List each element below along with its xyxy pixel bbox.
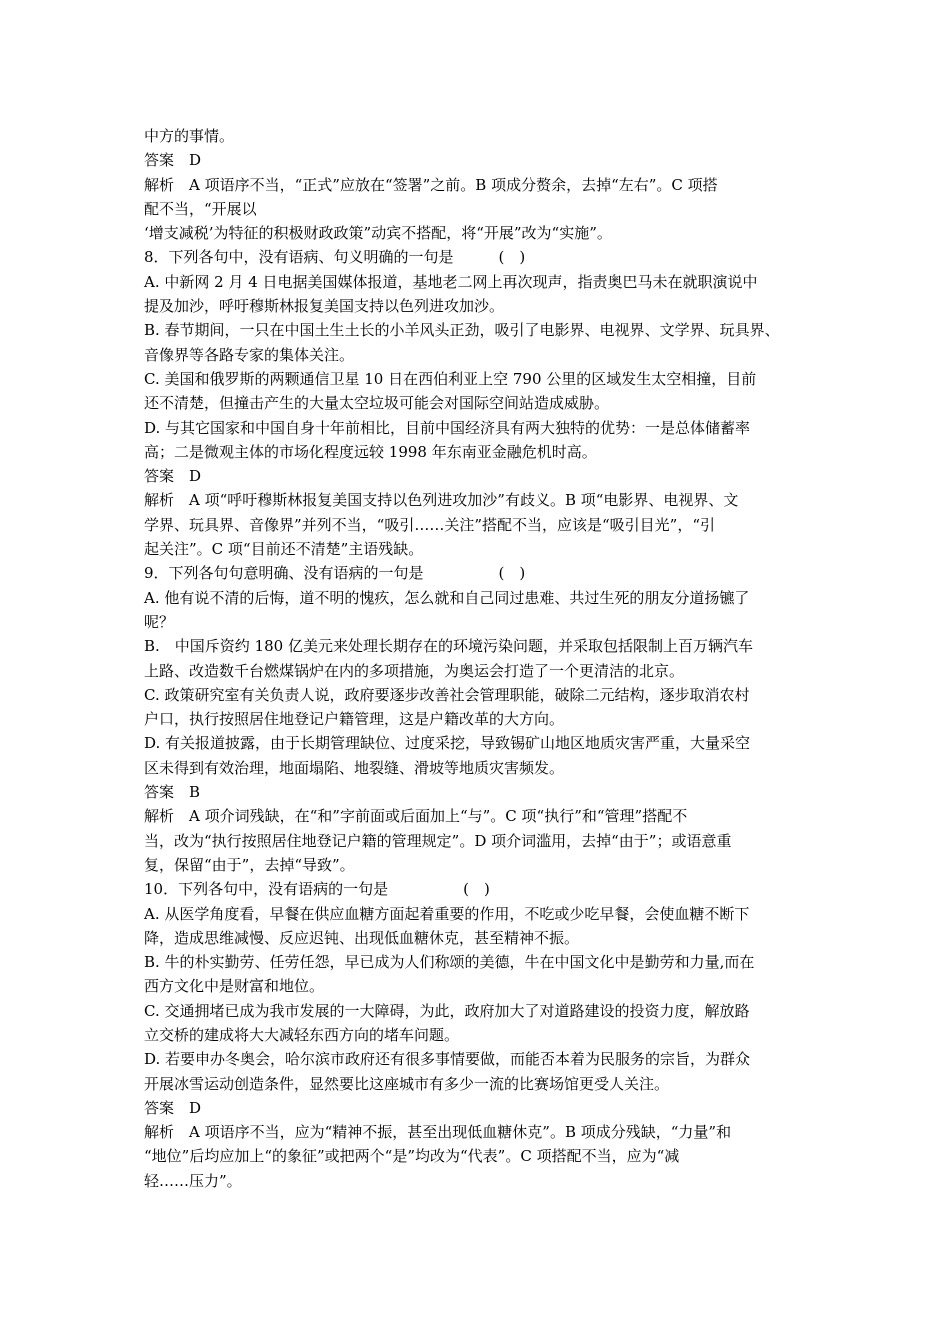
text-line: 还不清楚，但撞击产生的大量太空垃圾可能会对国际空间站造成威胁。: [144, 394, 610, 413]
text-line: 解析 A 项介词残缺，在“和”字前面或后面加上“与”。C 项“执行”和“管理”搭配不: [144, 807, 688, 826]
text-line: 高；二是微观主体的市场化程度远较 1998 年东南亚金融危机时高。: [144, 442, 597, 461]
text-line: 开展冰雪运动创造条件，显然要比这座城市有多少一流的比赛场馆更受人关注。: [144, 1074, 670, 1093]
text-line: 答案 D: [144, 1098, 202, 1117]
text-line: B. 春节期间，一只在中国土生土长的小羊风头正劲，吸引了电影界、电视界、文学界、玩具界、: [144, 321, 780, 340]
text-line: C. 政策研究室有关负责人说，政府要逐步改善社会管理职能，破除二元结构，逐步取消农村: [144, 685, 750, 704]
text-line: ‘增支减税’为特征的积极财政政策”动宾不搭配，将“开展”改为“实施”。: [144, 224, 612, 243]
text-line: “地位”后均应加上“的象征”或把两个“是”均改为“代表”。C 项搭配不当，应为“减: [144, 1147, 680, 1166]
text-line: 答案 B: [144, 783, 201, 802]
text-line: B. 牛的朴实勤劳、任劳任怨，早已成为人们称颂的美德，牛在中国文化中是勤劳和力量,而在: [144, 953, 755, 972]
text-line: 当，改为“执行按照居住地登记户籍的管理规定”。D 项介词滥用，去掉“由于”；或语意重: [144, 831, 732, 850]
text-line: 西方文化中是财富和地位。: [144, 977, 325, 996]
text-line: 9．下列各句句意明确、没有语病的一句是 ( ): [144, 564, 526, 583]
text-line: D. 若要申办冬奥会，哈尔滨市政府还有很多事情要做，而能否本着为民服务的宗旨，为群众: [144, 1050, 751, 1069]
text-line: A. 从医学角度看，早餐在供应血糖方面起着重要的作用，不吃或少吃早餐，会使血糖不断下: [144, 904, 750, 923]
text-line: B. 中国斥资约 180 亿美元来处理长期存在的环境污染问题，并采取包括限制上百万辆汽车: [144, 637, 753, 656]
text-line: 复，保留“由于”，去掉“导致”。: [144, 855, 355, 874]
text-line: 学界、玩具界、音像界”并列不当，“吸引……关注”搭配不当，应该是“吸引目光”，“引: [144, 515, 716, 534]
text-line: 音像界等各路专家的集体关注。: [144, 345, 355, 364]
text-line: C. 交通拥堵已成为我市发展的一大障碍，为此，政府加大了对道路建设的投资力度，解放路: [144, 1001, 750, 1020]
text-line: 答案 D: [144, 467, 202, 486]
text-line: 户口，执行按照居住地登记户籍管理，这是户籍改革的大方向。: [144, 710, 565, 729]
text-line: 起关注”。C 项“目前还不清楚”主语残缺。: [144, 540, 424, 559]
text-line: 轻……压力”。: [144, 1171, 242, 1190]
text-line: 立交桥的建成将大大减轻东西方向的堵车问题。: [144, 1025, 460, 1044]
text-line: 区未得到有效治理，地面塌陷、地裂缝、滑坡等地质灾害频发。: [144, 758, 565, 777]
text-line: 中方的事情。: [144, 127, 235, 145]
text-line: D. 与其它国家和中国自身十年前相比，目前中国经济具有两大独特的优势：一是总体储蓄率: [144, 418, 751, 437]
text-line: 解析 A 项“呼吁穆斯林报复美国支持以色列进攻加沙”有歧义。B 项“电影界、电视界、文: [144, 491, 739, 510]
text-line: 解析 A 项语序不当，“正式”应放在“签署”之前。B 项成分赘余，去掉“左右”。C 项搭: [144, 175, 718, 194]
text-line: C. 美国和俄罗斯的两颗通信卫星 10 日在西伯利亚上空 790 公里的区域发生太空相撞，目前: [144, 369, 757, 388]
text-line: 10．下列各句中，没有语病的一句是 ( ): [144, 880, 490, 899]
text-line: 解析 A 项语序不当，应为“精神不振，甚至出现低血糖休克”。B 项成分残缺，“力量”和: [144, 1123, 732, 1142]
text-line: 答案 D: [144, 151, 202, 170]
text-line: 降，造成思维减慢、反应迟钝、出现低血糖休克，甚至精神不振。: [144, 928, 580, 947]
document-body: [144, 124, 812, 1193]
text-line: 配不当，“开展以: [144, 199, 257, 218]
text-line: 提及加沙，呼吁穆斯林报复美国支持以色列进攻加沙。: [144, 297, 505, 316]
text-line: 呢？: [144, 612, 175, 631]
text-line: A. 中新网 2 月 4 日电据美国媒体报道，基地老二网上再次现声，指责奥巴马未在就职演说中: [144, 272, 758, 291]
text-line: 上路、改造数千台燃煤锅炉在内的多项措施，为奥运会打造了一个更清洁的北京。: [144, 661, 685, 680]
text-line: A. 他有说不清的后悔，道不明的愧疚，怎么就和自己同过患难、共过生死的朋友分道扬镳了: [144, 588, 750, 607]
text-line: 8．下列各句中，没有语病、句义明确的一句是 ( ): [144, 248, 526, 267]
text-line: D. 有关报道披露，由于长期管理缺位、过度采挖，导致锡矿山地区地质灾害严重，大量采空: [144, 734, 751, 753]
